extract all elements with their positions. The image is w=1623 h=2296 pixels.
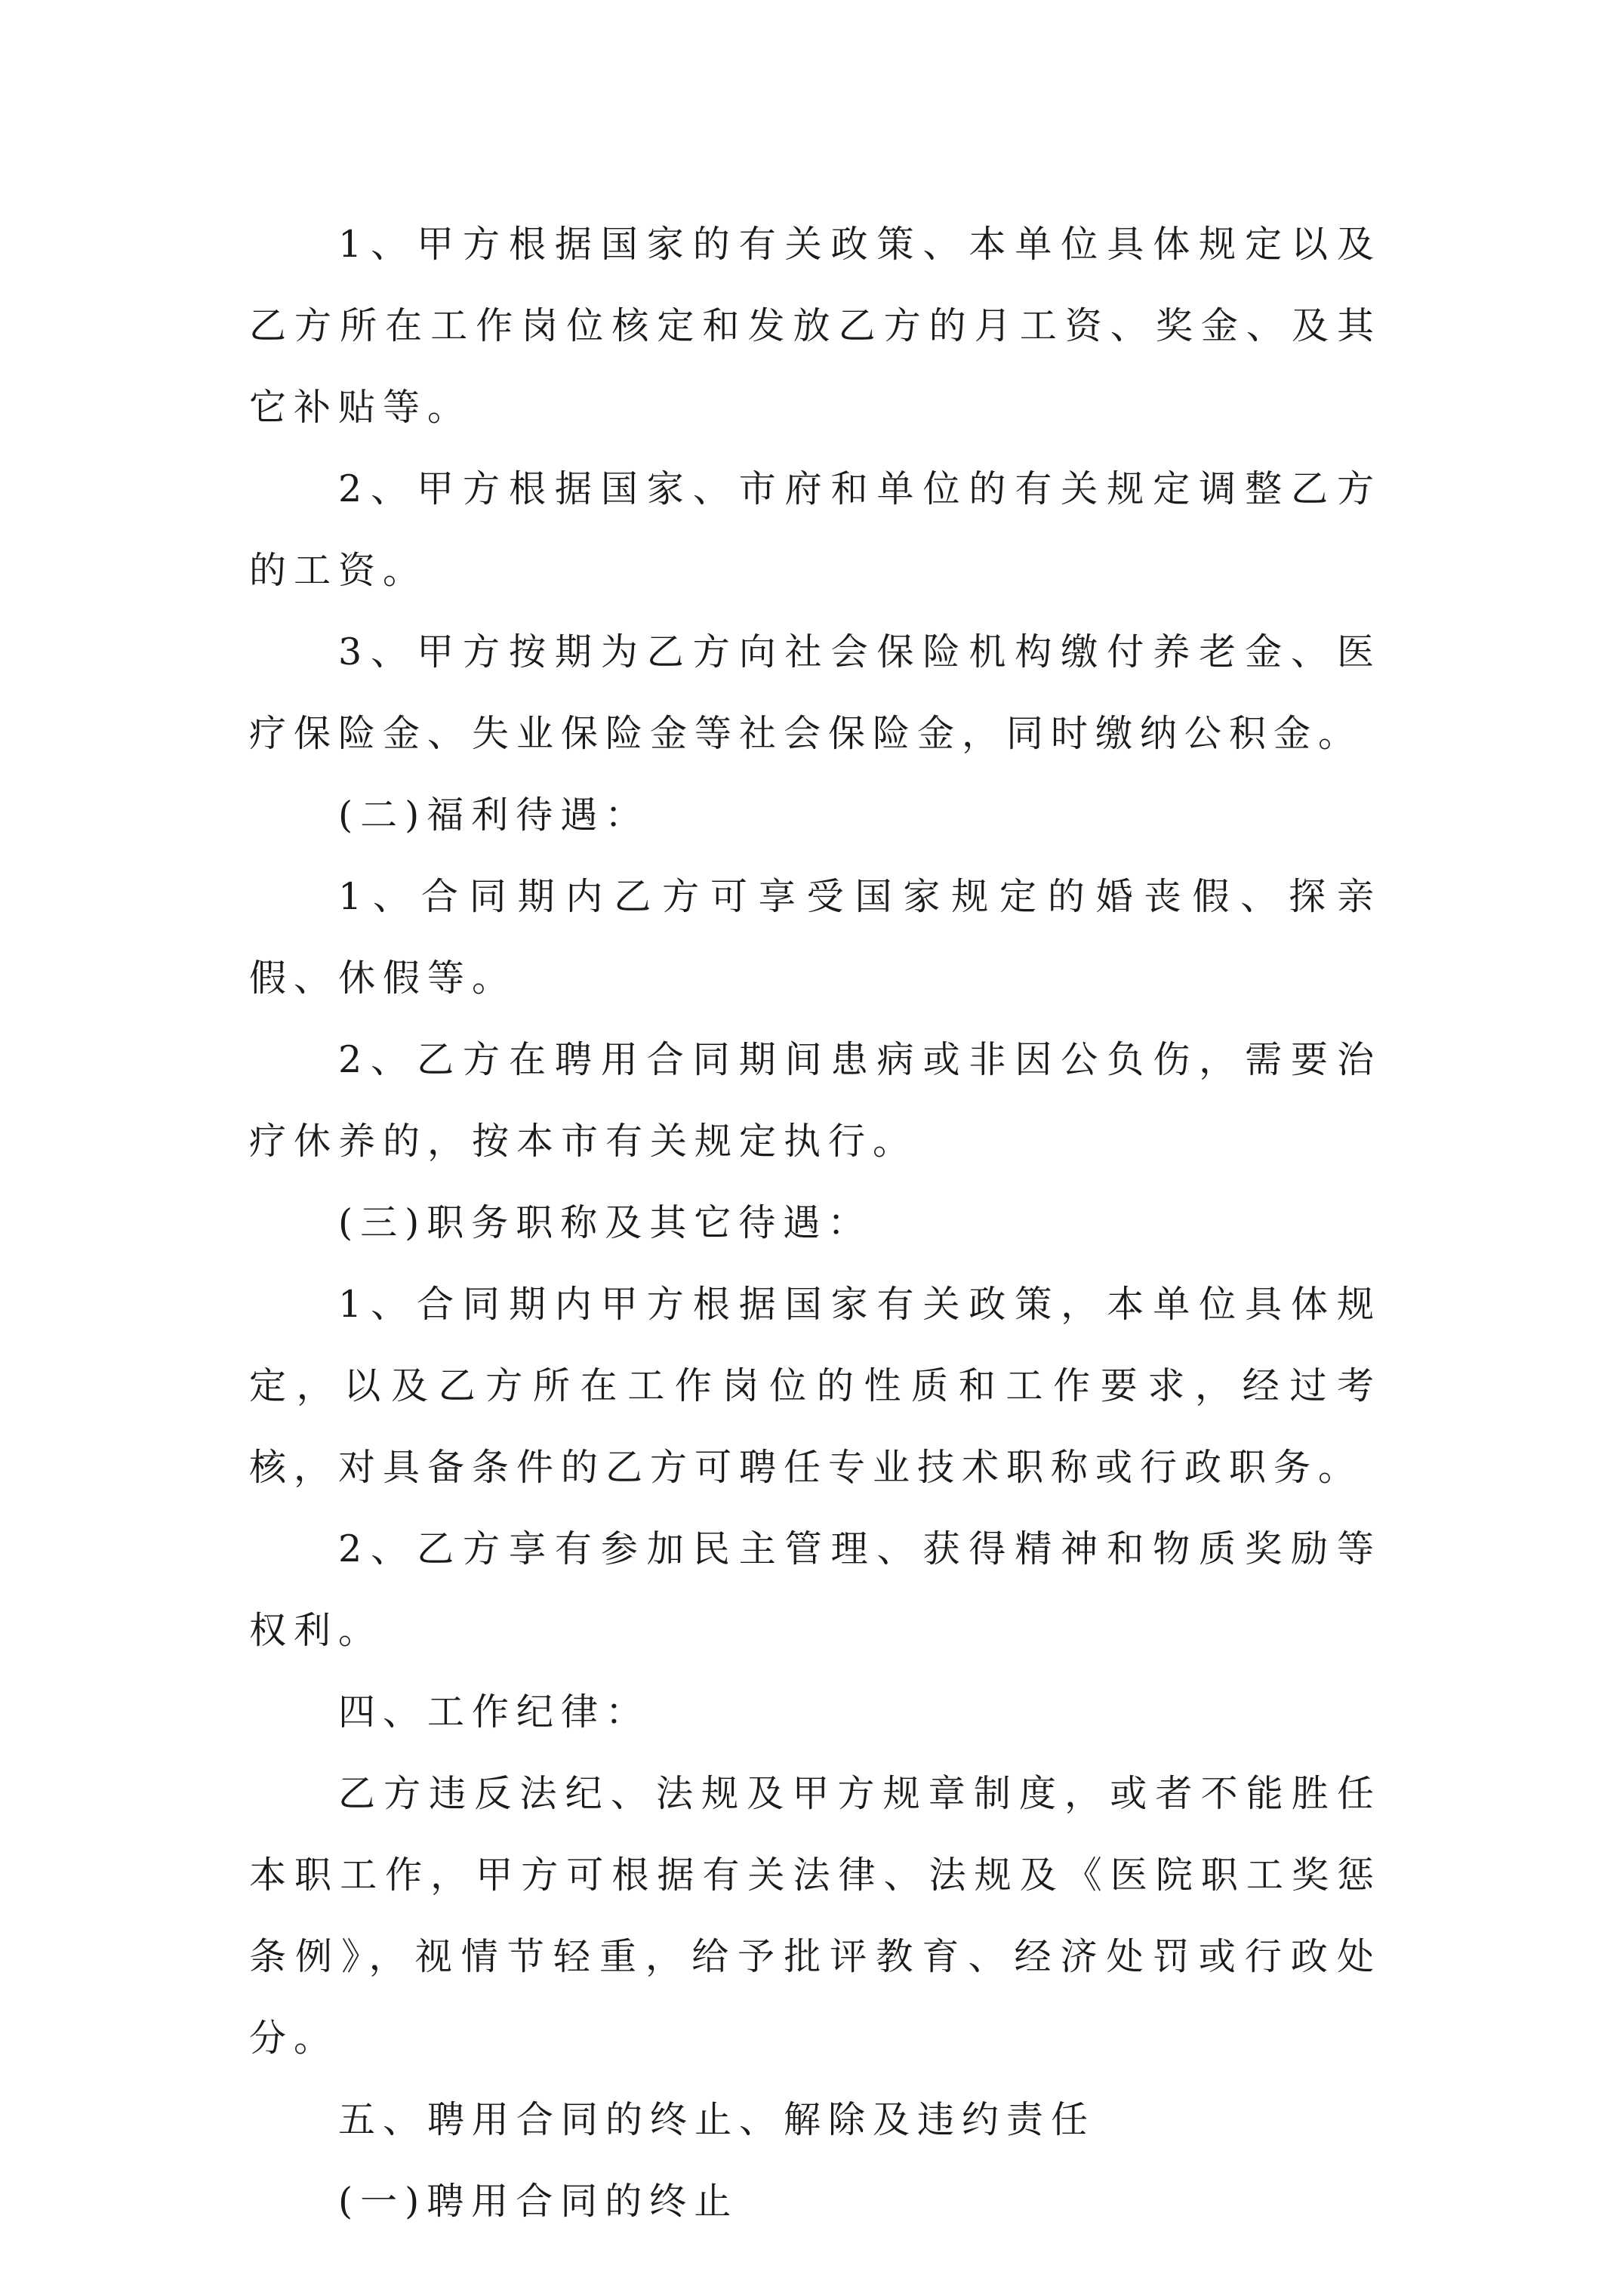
heading-termination-sub: (一)聘用合同的终止 [338, 2180, 739, 2223]
paragraph-social-insurance: 3、甲方按期为乙方向社会保险机构缴付养老金、医疗保险金、失业保险金等社会保险金，同时缴纳公积金。 [249, 630, 1381, 755]
heading-discipline: 四、工作纪律： [338, 1690, 651, 1734]
paragraph-leave: 1、合同期内乙方可享受国家规定的婚丧假、探亲假、休假等。 [249, 875, 1381, 1000]
paragraph-discipline: 乙方违反法纪、法规及甲方规章制度，或者不能胜任本职工作，甲方可根据有关法律、法规及《医院职工奖惩条例》，视情节轻重，给予批评教育、经济处罚或行政处分。 [249, 1772, 1381, 2060]
paragraph-salary-basis: 1、甲方根据国家的有关政策、本单位具体规定以及乙方所在工作岗位核定和发放乙方的月工资、奖金、及其它补贴等。 [249, 223, 1381, 429]
paragraph-rights: 2、乙方享有参加民主管理、获得精神和物质奖励等权利。 [249, 1527, 1381, 1652]
heading-welfare: (二)福利待遇： [338, 794, 650, 837]
paragraph-appointment: 1、合同期内甲方根据国家有关政策，本单位具体规定，以及乙方所在工作岗位的性质和工作要求，经过考核，对具备条件的乙方可聘任专业技术职称或行政职务。 [249, 1283, 1381, 1489]
paragraph-sick-leave: 2、乙方在聘用合同期间患病或非因公负伤，需要治疗休养的，按本市有关规定执行。 [249, 1038, 1381, 1163]
document-body [249, 204, 1381, 2242]
heading-termination: 五、聘用合同的终止、解除及违约责任 [338, 2098, 1096, 2141]
heading-titles-benefits: (三)职务职称及其它待遇： [338, 1201, 873, 1244]
paragraph-salary-adjustment: 2、甲方根据国家、市府和单位的有关规定调整乙方的工资。 [249, 467, 1381, 592]
